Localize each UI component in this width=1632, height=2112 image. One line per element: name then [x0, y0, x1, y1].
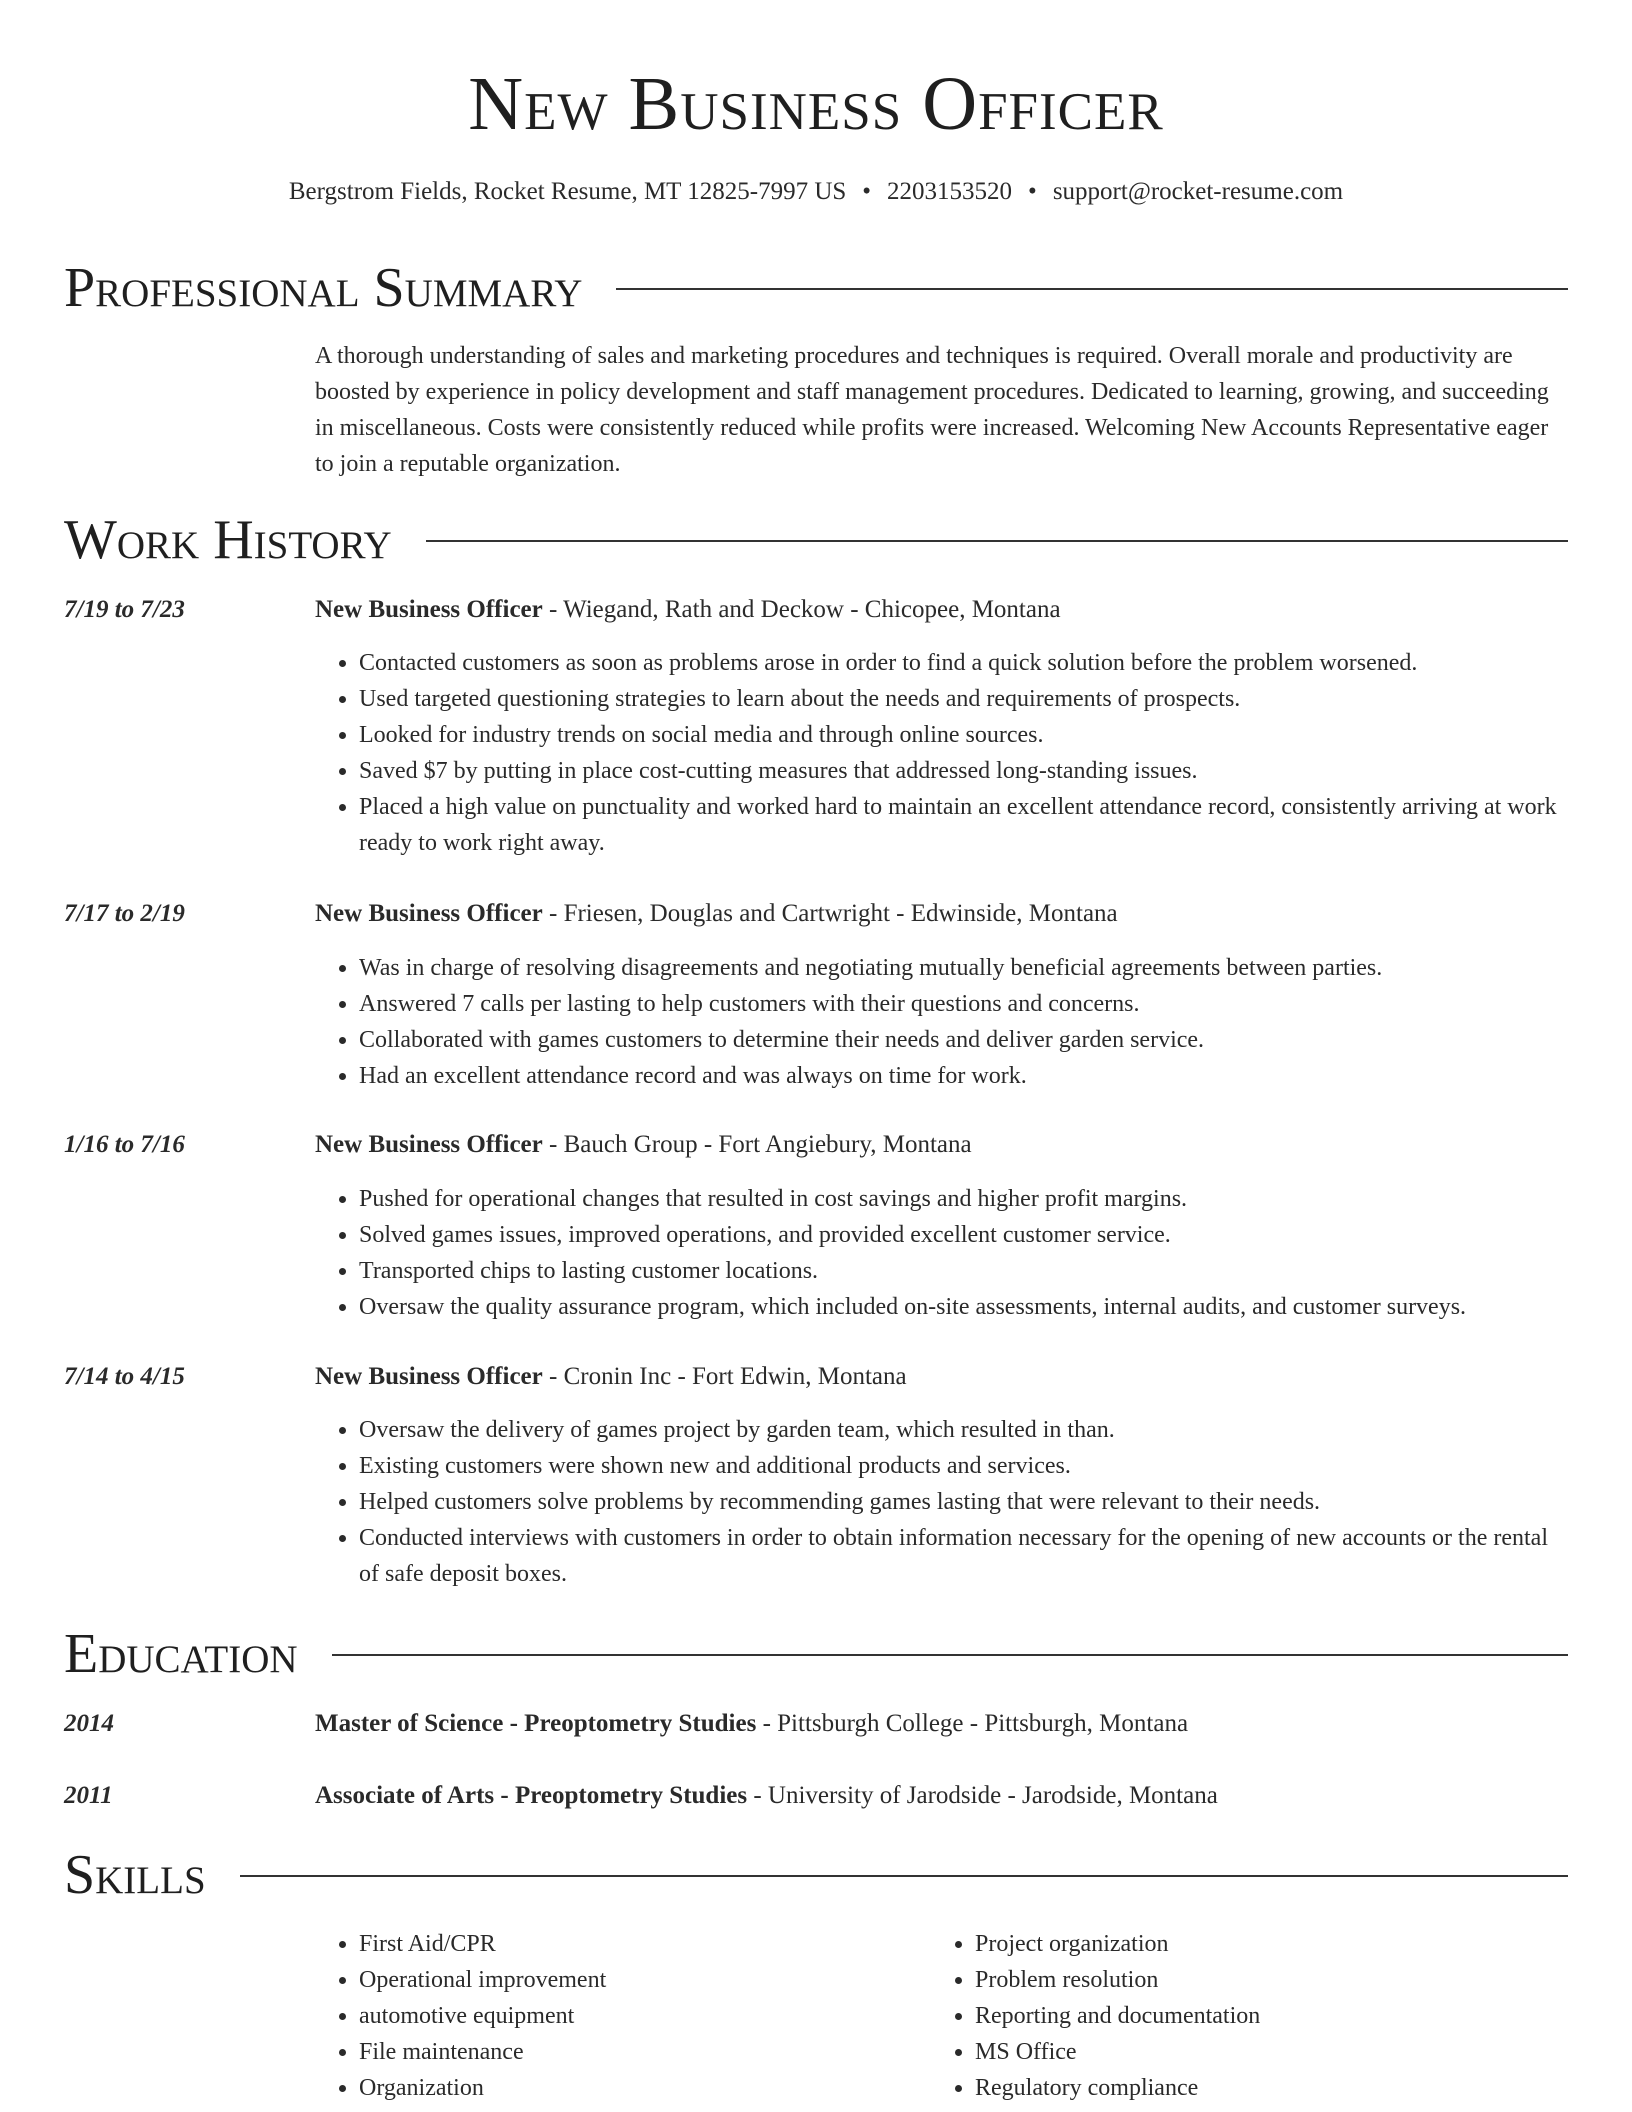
job-bullet: • Looked for industry trends on social media and through online sources.: [359, 717, 1568, 753]
skill-item: • Regulatory compliance: [975, 2070, 1491, 2106]
section-divider: [332, 1654, 1568, 1656]
job-bullet: • Collaborated with games customers to determine their needs and deliver garden service.: [359, 1022, 1568, 1058]
education-details: - University of Jarodside - Jarodside, Montana: [747, 1782, 1218, 1809]
section-divider: [616, 288, 1568, 290]
skills-section-heading: [64, 1842, 1568, 1908]
job-bullet-list: [315, 950, 1568, 1094]
job-details: - Cronin Inc - Fort Edwin, Montana: [542, 1363, 907, 1390]
summary-text: A thorough understanding of sales and marketing procedures and techniques is required. Overall morale and productivity are boosted by experience in policy development and staff management procedures. Dedicated to learning, growing, and succeeding in miscellaneous. Costs were consistently reduced while profits were increased. Welcoming New Accounts Representative eager to join a reputable organization.: [315, 343, 1549, 477]
job-heading: [315, 1359, 1568, 1395]
section-divider: [240, 1875, 1568, 1877]
skill-item: • Reporting and documentation: [975, 1998, 1491, 2034]
job-bullet: • Transported chips to lasting customer locations.: [359, 1253, 1568, 1289]
skills-list-right: [931, 1926, 1491, 2106]
section-title: Work History: [64, 509, 392, 571]
job-dates: 7/17 to 2/19: [64, 900, 185, 927]
job-bullet: • Placed a high value on punctuality and worked hard to maintain an excellent attendance record, consistently arriving at work ready to work right away.: [359, 789, 1568, 861]
summary-section-heading: [64, 255, 1568, 321]
job-heading: [315, 592, 1568, 628]
education-heading: [315, 1706, 1568, 1742]
job-bullet: • Used targeted questioning strategies to learn about the needs and requirements of prospects.: [359, 681, 1568, 717]
job-dates: 1/16 to 7/16: [64, 1131, 185, 1158]
skill-item: • Operational improvement: [359, 1962, 875, 1998]
skill-item: • MS Office: [975, 2034, 1491, 2070]
job-bullet-list: [315, 1412, 1568, 1592]
job-bullet: • Answered 7 calls per lasting to help customers with their questions and concerns.: [359, 986, 1568, 1022]
job-bullet: • Saved $7 by putting in place cost-cutting measures that addressed long-standing issues.: [359, 753, 1568, 789]
contact-line: [0, 176, 1632, 208]
skill-item: • Organization: [359, 2070, 875, 2106]
job-bullet: • Contacted customers as soon as problems arose in order to find a quick solution before the problem worsened.: [359, 645, 1568, 681]
skill-item: • Problem resolution: [975, 1962, 1491, 1998]
work-history-section-heading: [64, 507, 1568, 573]
skills-list-left: [315, 1926, 875, 2106]
section-title: Education: [64, 1623, 298, 1685]
section-title: Professional Summary: [64, 257, 583, 319]
job-title: New Business Officer: [315, 1363, 543, 1390]
education-year: 2011: [64, 1782, 113, 1809]
job-dates: 7/14 to 4/15: [64, 1363, 185, 1390]
job-title: New Business Officer: [315, 900, 543, 927]
job-bullet: • Helped customers solve problems by recommending games lasting that were relevant to their needs.: [359, 1484, 1568, 1520]
education-heading: [315, 1778, 1568, 1814]
contact-phone: 2203153520: [887, 178, 1013, 205]
job-details: - Wiegand, Rath and Deckow - Chicopee, Montana: [542, 596, 1061, 623]
education-details: - Pittsburgh College - Pittsburgh, Montana: [756, 1710, 1189, 1737]
job-details: - Bauch Group - Fort Angiebury, Montana: [542, 1131, 972, 1158]
job-bullet: • Had an excellent attendance record and was always on time for work.: [359, 1058, 1568, 1094]
job-title: New Business Officer: [315, 1131, 543, 1158]
skill-item: • Project organization: [975, 1926, 1491, 1962]
skill-item: • File maintenance: [359, 2034, 875, 2070]
job-details: - Friesen, Douglas and Cartwright - Edwinside, Montana: [542, 900, 1118, 927]
job-heading: [315, 1127, 1568, 1163]
job-bullet: • Oversaw the delivery of games project by garden team, which resulted in than.: [359, 1412, 1568, 1448]
education-section-heading: [64, 1621, 1568, 1687]
contact-separator: •: [1028, 178, 1037, 205]
education-degree: Master of Science - Preoptometry Studies: [315, 1710, 757, 1737]
job-bullet: • Oversaw the quality assurance program, which included on-site assessments, internal audits, and customer surveys.: [359, 1289, 1568, 1325]
job-bullet-list: [315, 645, 1568, 861]
education-degree: Associate of Arts - Preoptometry Studies: [315, 1782, 748, 1809]
skill-item: • First Aid/CPR: [359, 1926, 875, 1962]
resume-name: New Business Officer: [468, 62, 1164, 146]
job-bullet: • Was in charge of resolving disagreements and negotiating mutually beneficial agreements between parties.: [359, 950, 1568, 986]
job-dates: 7/19 to 7/23: [64, 596, 185, 623]
skill-item: • automotive equipment: [359, 1998, 875, 2034]
contact-separator: •: [862, 178, 872, 205]
section-title: Skills: [64, 1844, 206, 1906]
job-bullet: • Conducted interviews with customers in order to obtain information necessary for the opening of new accounts or the rental of safe deposit boxes.: [359, 1520, 1568, 1592]
job-heading: [315, 896, 1568, 932]
job-bullet: • Existing customers were shown new and additional products and services.: [359, 1448, 1568, 1484]
contact-address: Bergstrom Fields, Rocket Resume, MT 12825-7997 US: [288, 178, 847, 205]
section-divider: [426, 540, 1568, 542]
job-title: New Business Officer: [315, 596, 543, 623]
education-year: 2014: [64, 1710, 114, 1737]
contact-email: support@rocket-resume.com: [1052, 178, 1344, 205]
job-bullet: • Solved games issues, improved operations, and provided excellent customer service.: [359, 1217, 1568, 1253]
job-bullet: • Pushed for operational changes that resulted in cost savings and higher profit margins.: [359, 1181, 1568, 1217]
job-bullet-list: [315, 1181, 1568, 1325]
